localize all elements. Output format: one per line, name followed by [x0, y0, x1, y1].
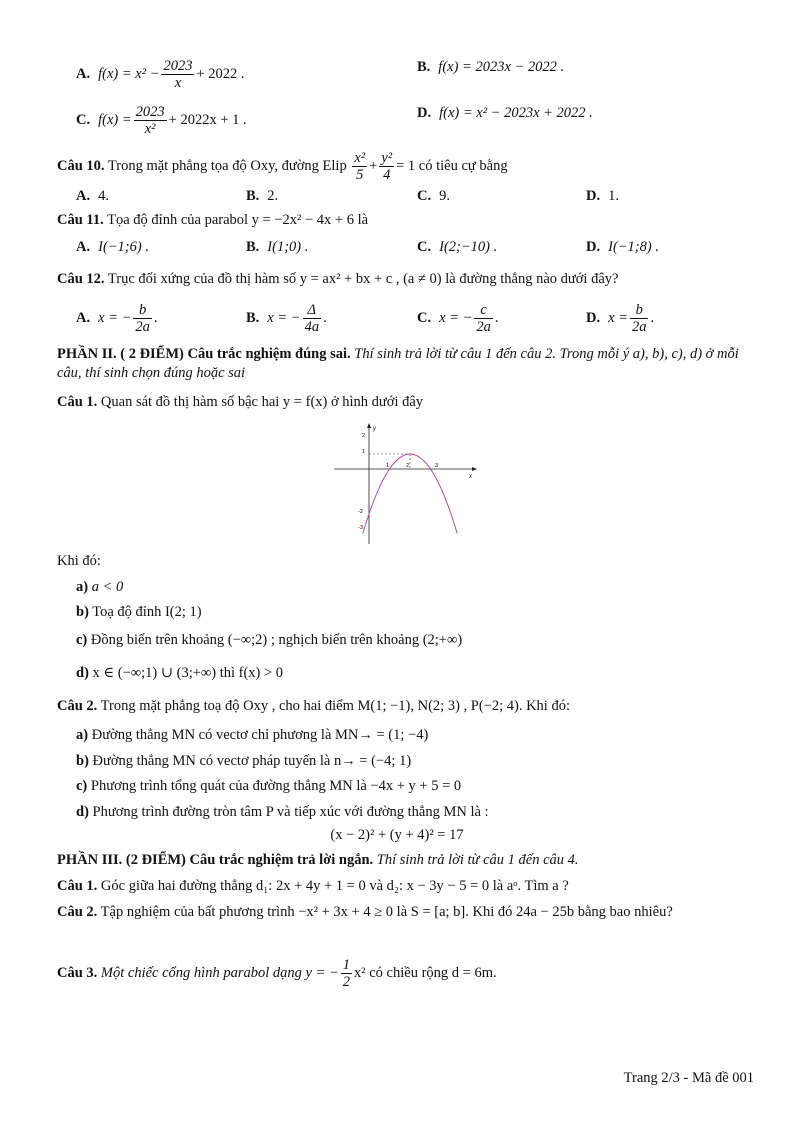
axis-label-x: x	[469, 474, 472, 480]
q11-option-a: A. I(−1;6) .	[76, 239, 149, 255]
part2-q2-stem: Câu 2. Trong mặt phẳng toạ độ Oxy , cho hai điểm M(1; −1), N(2; 3) , P(−2; 4). Khi đó:	[57, 698, 570, 714]
parabola-curve	[363, 454, 457, 533]
tick-label-y2: 2	[362, 433, 366, 439]
part2-heading: PHẦN II. ( 2 ĐIỂM) Câu trắc nghiệm đúng sai. Thí sinh trả lời từ câu 1 đến câu 2. Trong mỗi ý a), b), c), d) ở mỗi câu, thí sinh chọn đúng hoặc sai	[57, 346, 739, 381]
page-footer: Trang 2/3 - Mã đề 001	[623, 1070, 754, 1086]
tick-label-y-neg2: -2	[358, 509, 363, 515]
y-axis-arrow-icon	[367, 423, 371, 428]
part2-q1-item-b: b) Toạ độ đỉnh I(2; 1)	[76, 604, 202, 620]
q12-c-fraction: $\frac{c}{2a}$	[476, 302, 491, 335]
q12-d-fraction: $\frac{b}{2a}$	[631, 302, 647, 335]
part3-q1: Câu 1. Góc giữa hai đường thẳng d₁: 2x + 4y + 1 = 0 và d₂: x − 3y − 5 = 0 là aᵒ. Tìm a ?	[57, 878, 569, 894]
q11-option-c: C. I(2;−10) .	[417, 239, 498, 255]
q11-option-b: B. I(1;0) .	[246, 239, 309, 255]
part3-q3: Câu 3. Một chiếc cổng hình parabol dạng y = − $\frac{1}{2}$ x² có chiều rộng d = 6m.	[57, 957, 497, 990]
q12-option-c: C. x = − $\frac{c}{2a}$ .	[417, 302, 499, 335]
part2-q2-item-b: b) Đường thẳng MN có vectơ pháp tuyến là n→ = (−4; 1)	[76, 753, 412, 769]
part2-q1-then: Khi đó:	[57, 553, 101, 569]
q10-option-d: D. 1.	[586, 188, 619, 204]
q10-stem: Câu 10. Trong mặt phẳng tọa độ Oxy, đường Elip $\frac{\text{x²}}{5}$ + $\frac{\text{y²}}{4}$ = 1 có tiêu cự bằng	[57, 150, 508, 183]
q10-option-b: B. 2.	[246, 188, 279, 204]
part2-q1-stem: Câu 1. Quan sát đồ thị hàm số bậc hai y = f(x) ở hình dưới đây	[57, 394, 424, 410]
q9-option-d: D. f(x) = x² − 2023x + 2022 .	[417, 105, 593, 121]
part2-q2-item-c: c) Phương trình tổng quát của đường thẳng MN là −4x + y + 5 = 0	[76, 778, 462, 794]
q9-c-fraction: $\frac{2023}{\text{x²}}$	[135, 104, 165, 137]
x-axis-arrow-icon	[472, 467, 477, 471]
q12-option-a: A. x = − $\frac{b}{2a}$ .	[76, 302, 158, 335]
part2-q2-item-d: d) Phương trình đường tròn tâm P và tiếp xúc với đường thẳng MN là :	[76, 804, 489, 820]
part2-q1-item-d: d) x ∈ (−∞;1) ∪ (3;+∞) thì f(x) > 0	[76, 665, 284, 681]
q9-option-c: C. f(x) = $\frac{2023}{\text{x²}}$ + 2022x + 1 .	[76, 104, 247, 137]
q10-option-c: C. 9.	[417, 188, 450, 204]
q9-a-fraction: $\frac{2023}{x}$	[163, 58, 193, 91]
q9-option-b: B. f(x) = 2023x − 2022 .	[417, 59, 565, 75]
q11-option-d: D. I(−1;8) .	[586, 239, 659, 255]
q12-b-fraction: $\frac{\Delta}{4a}$	[304, 302, 320, 335]
q9-option-a: A. f(x) = x² − $\frac{2023}{x}$ + 2022 .	[76, 58, 245, 91]
q10-fraction-x: $\frac{\text{x²}}{5}$	[354, 150, 366, 183]
q10-option-a: A. 4.	[76, 188, 109, 204]
axis-label-y: y	[373, 426, 376, 432]
q12-option-d: D. x = $\frac{b}{2a}$ .	[586, 302, 655, 335]
tick-label-x1: 1	[386, 463, 390, 469]
part3-q2: Câu 2. Tập nghiệm của bất phương trình −x² + 3x + 4 ≥ 0 là S = [a; b]. Khi đó 24a − 25b bằng bao nhiêu?	[57, 904, 673, 920]
q12-stem: Câu 12. Trục đối xứng của đồ thị hàm số y = ax² + bx + c , (a ≠ 0) là đường thẳng nào dưới đây?	[57, 271, 619, 287]
part3-heading: PHẦN III. (2 ĐIỂM) Câu trắc nghiệm trả lời ngắn. Thí sinh trả lời từ câu 1 đến câu 4.	[57, 852, 579, 868]
q11-stem: Câu 11. Tọa độ đỉnh của parabol y = −2x² − 4x + 6 là	[57, 212, 369, 228]
tick-label-y1: 1	[362, 449, 366, 455]
part2-q2-equation: (x − 2)² + (y + 4)² = 17	[330, 827, 464, 843]
q12-a-fraction: $\frac{b}{2a}$	[135, 302, 150, 335]
q12-option-b: B. x = − $\frac{\Delta}{4a}$ .	[246, 302, 327, 335]
part2-q1-item-c: c) Đồng biến trên khoảng (−∞;2) ; nghịch biến trên khoảng (2;+∞)	[76, 632, 463, 648]
tick-label-x2: 2	[406, 463, 410, 469]
part2-q1-item-a: a) a < 0	[76, 579, 124, 595]
tick-label-x3: 3	[435, 463, 439, 469]
part2-q2-item-a: a) Đường thẳng MN có vectơ chỉ phương là MN→ = (1; −4)	[76, 727, 429, 743]
parabola-graph	[332, 422, 482, 547]
part3-q3-fraction: $\frac{1}{2}$	[342, 957, 351, 990]
tick-label-y-neg3: -3	[358, 525, 363, 531]
q10-fraction-y: $\frac{\text{y²}}{4}$	[381, 150, 393, 183]
